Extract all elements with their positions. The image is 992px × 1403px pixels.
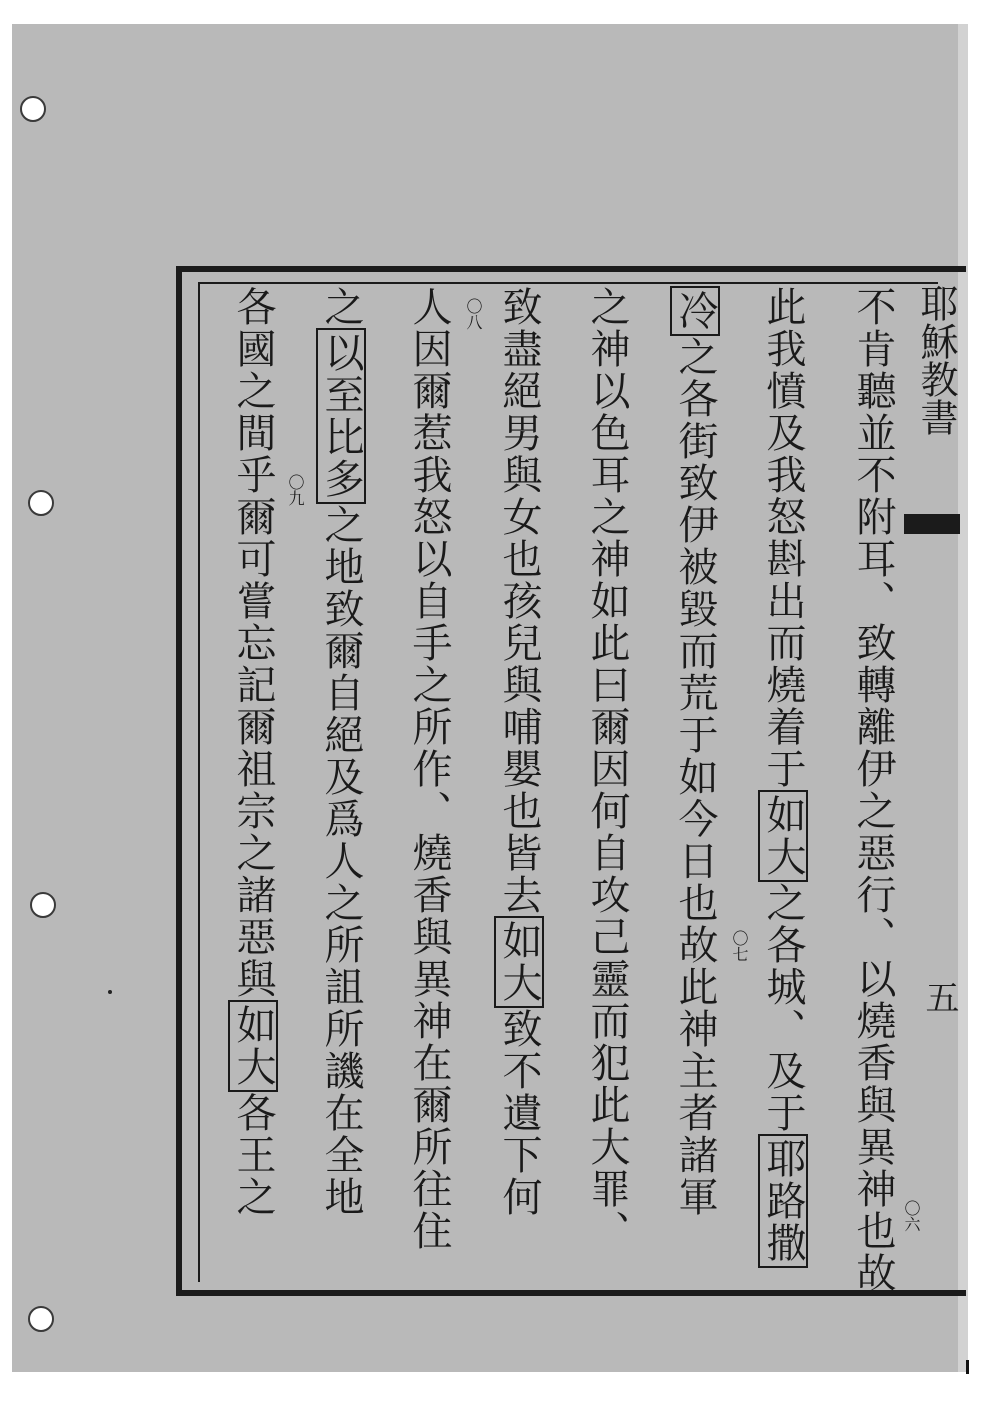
text-column-6 — [398, 286, 460, 1252]
column-text: 各國之間乎爾可嘗忘記爾祖宗之諸惡與 — [230, 286, 276, 1000]
footnote-marker: 〇九 — [286, 474, 305, 506]
column-text: 之各街致伊被毀而荒于如今日也故此神主者諸軍 — [672, 336, 718, 1218]
footnote-marker: 〇八 — [464, 298, 483, 330]
footnote-marker: 〇六 — [902, 1200, 921, 1232]
text-column-8 — [222, 286, 284, 1218]
text-column-4 — [576, 286, 638, 1252]
edge-mark — [966, 1360, 969, 1374]
column-text: 之各城、及于 — [760, 882, 806, 1134]
text-column-2 — [752, 286, 814, 1268]
boxed-name: 耶路撒 — [758, 1134, 808, 1268]
inner-border-left — [198, 282, 200, 1282]
text-column-7 — [310, 286, 372, 1218]
column-text: 致不遺下何 — [496, 1008, 542, 1218]
binding-hole-4 — [28, 1306, 54, 1332]
side-title: 耶穌教書 — [914, 284, 958, 436]
binding-hole-2 — [28, 490, 54, 516]
column-text: 之地致爾自絕及爲人之所詛所譏在全地 — [318, 504, 364, 1218]
boxed-name: 如大 — [228, 1000, 278, 1092]
stray-mark — [108, 990, 112, 994]
boxed-name: 冷 — [670, 286, 720, 336]
column-text: 人因爾惹我怒以自手之所作、燒香與異神在爾所往住 — [406, 286, 452, 1252]
boxed-name: 如大 — [494, 916, 544, 1008]
boxed-name: 如大 — [758, 790, 808, 882]
column-text: 此我憤及我怒斟出而燒着于 — [760, 286, 806, 790]
column-text: 之神以色耳之神如此曰爾因何自攻己靈而犯此大罪、 — [584, 286, 630, 1252]
text-column-5 — [488, 286, 550, 1218]
binding-hole-3 — [30, 892, 56, 918]
page-number: 五 — [919, 980, 959, 1014]
inner-border-top — [198, 282, 938, 284]
binding-hole-1 — [20, 96, 46, 122]
title-bar-mark — [904, 514, 960, 534]
column-text: 各王之 — [230, 1092, 276, 1218]
column-text: 不肯聽並不附耳、致轉離伊之惡行、以燒香與異神也故 — [850, 286, 896, 1294]
footnote-marker: 〇七 — [730, 930, 749, 962]
boxed-name: 以至比多 — [316, 328, 366, 504]
text-column-3 — [664, 286, 726, 1218]
text-column-1 — [842, 286, 904, 1294]
column-text: 致盡絕男與女也孩兒與哺嬰也皆去 — [496, 286, 542, 916]
column-text: 之 — [318, 286, 364, 328]
